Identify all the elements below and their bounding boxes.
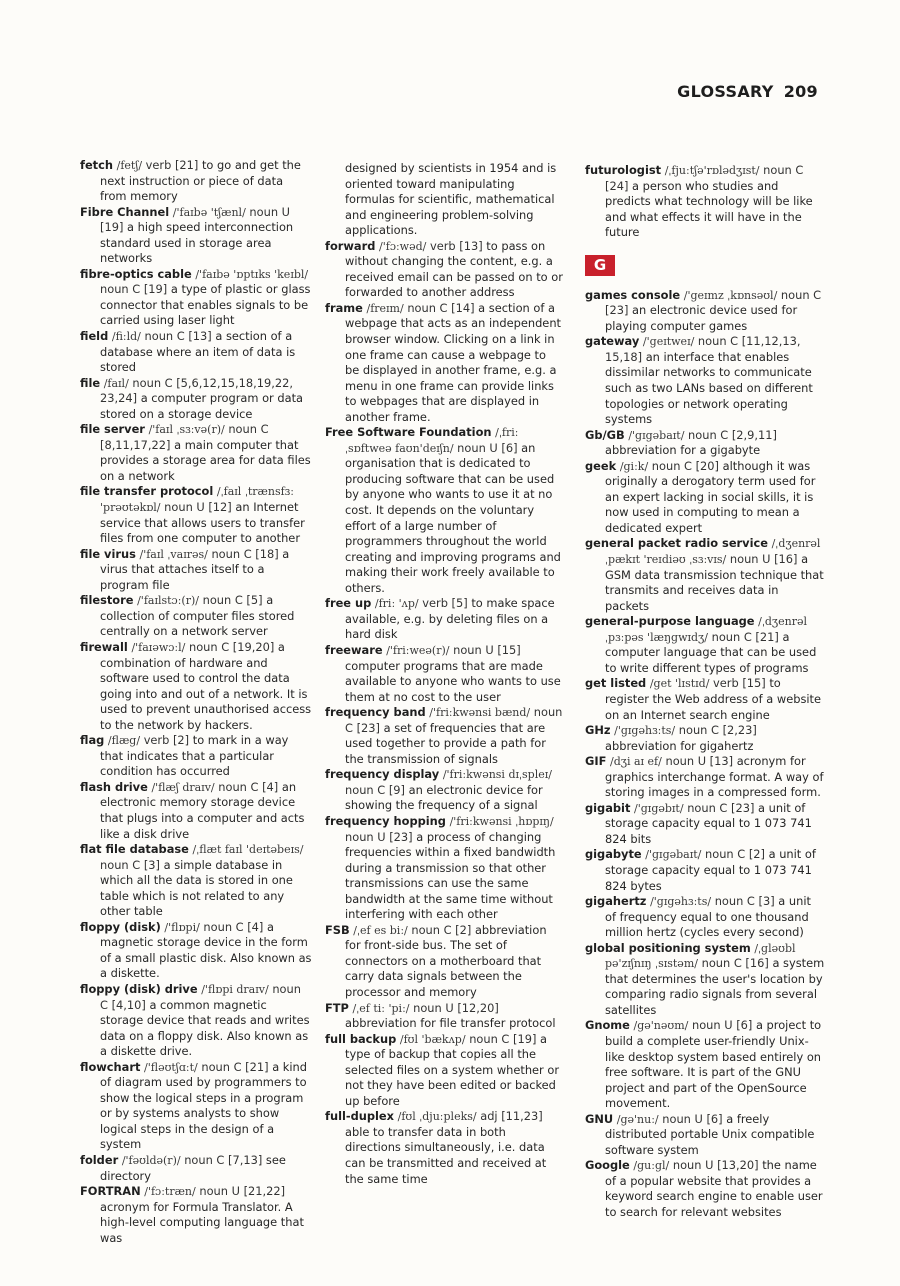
entry-term: file server	[80, 422, 145, 437]
continued-definition: designed by scientists in 1954 and is oriented toward manipulating formulas for scientific, mathematical and engineering problem-solving applications.	[345, 161, 557, 238]
entry-definition: a unit of storage capacity equal to 1 073 741 824 bits	[605, 800, 812, 846]
entry-pronunciation: /get 'lɪstɪd/	[649, 677, 710, 691]
entry-term: Gnome	[585, 1018, 630, 1033]
entry-definition: a person who studies and predicts what technology will be like and what effects it will have in the future	[605, 178, 813, 240]
entry-term: fibre-optics cable	[80, 266, 192, 281]
entry-grammar: noun C [7,13]	[184, 1153, 263, 1167]
entry-definition: a process of changing frequencies within a fixed bandwidth during a transmission so that other transmissions can use the same bandwidth at the same time without interfering with each other	[345, 829, 556, 922]
entry-pronunciation: /'faɪbə 'tʃænl/	[172, 205, 246, 219]
entry-term: full backup	[325, 1031, 397, 1046]
entry-term: FTP	[325, 1000, 349, 1015]
entry-term: Free Software Foundation	[325, 425, 492, 440]
entry-definition: an Internet service that allows users to transfer files from one computer to another	[100, 500, 305, 546]
glossary-entry	[325, 425, 563, 596]
glossary-entry	[325, 1032, 563, 1110]
glossary-entry	[585, 536, 825, 614]
glossary-entry	[80, 158, 312, 205]
entry-pronunciation: /'gɪgəbaɪt/	[628, 428, 685, 442]
entry-definition: a computer language that can be used to write different types of programs	[605, 629, 817, 675]
glossary-entry	[80, 780, 312, 842]
entry-pronunciation: /'friːkwənsi ˌhɒpɪŋ/	[449, 814, 554, 828]
entry-definition: an electronic device used for playing computer games	[605, 303, 798, 333]
entry-pronunciation: /ˌdʒenrəl ˌpɜːpəs 'læŋgwɪdʒ/	[605, 615, 808, 644]
glossary-entry	[80, 329, 312, 376]
entry-grammar: verb [15]	[713, 676, 766, 691]
entry-definition: a unit of frequency equal to one thousand million hertz (cycles every second)	[605, 894, 811, 940]
entry-definition: the name of a popular website that provides a keyword search engine to enable user to search for relevant websites	[605, 1158, 823, 1219]
entry-term: filestore	[80, 593, 134, 608]
entry-term: futurologist	[585, 163, 662, 177]
entry-pronunciation: /ˌflæt faɪl 'deɪtəbeɪs/	[192, 843, 304, 857]
entry-grammar: noun C [19]	[469, 1031, 537, 1046]
entry-pronunciation: /'faɪbə 'ɒptɪks 'keɪbl/	[195, 267, 309, 281]
entry-grammar: noun C [5]	[202, 593, 263, 608]
glossary-entry	[80, 267, 312, 329]
entry-pronunciation: /gə'nəʊm/	[633, 1019, 689, 1033]
entry-pronunciation: /'gɪgəhɜːts/	[614, 724, 676, 738]
entry-grammar: verb [21]	[145, 158, 199, 172]
entry-term: gateway	[585, 334, 640, 349]
entry-term: frame	[325, 300, 363, 315]
glossary-entry	[80, 982, 312, 1060]
entry-pronunciation: /'flɒpi/	[164, 920, 200, 934]
entry-pronunciation: /'geɪtweɪ/	[642, 335, 695, 349]
entry-term: GIF	[585, 754, 607, 769]
glossary-entry	[585, 459, 825, 537]
entry-grammar: noun C [13]	[144, 329, 212, 344]
entry-grammar: noun U [19]	[100, 204, 291, 235]
entry-grammar: noun U [6]	[457, 440, 518, 455]
glossary-entry	[325, 596, 563, 643]
entry-term: frequency display	[325, 767, 440, 782]
entry-definition: a type of plastic or glass connector that enables signals to be carried using laser light	[100, 282, 311, 328]
glossary-entry	[80, 1060, 312, 1153]
entry-term: geek	[585, 458, 617, 473]
entry-term: Fibre Channel	[80, 204, 170, 219]
entry-pronunciation: /'geɪmz ˌkɒnsəʊl/	[683, 288, 778, 302]
entry-grammar: noun C [3]	[100, 857, 160, 872]
glossary-entry	[585, 163, 825, 241]
glossary-entry	[325, 1109, 563, 1187]
entry-pronunciation: /'gɪgəhɜːts/	[650, 895, 712, 909]
entry-pronunciation: /ˌdʒenrəl ˌpækɪt 'reɪdiəʊ ˌsɜːvɪs/	[605, 537, 821, 567]
entry-term: fetch	[80, 158, 113, 172]
entry-pronunciation: /freɪm/	[366, 301, 404, 315]
entry-pronunciation: /'fəʊldə(r)/	[121, 1154, 181, 1167]
entry-grammar: noun C [4]	[203, 919, 264, 934]
entry-definition: abbreviation for file transfer protocol	[345, 1016, 556, 1031]
glossary-entry	[585, 676, 825, 723]
glossary-entry	[80, 1153, 312, 1184]
glossary-entry	[80, 920, 312, 982]
glossary-entry	[585, 723, 825, 754]
glossary-entry	[80, 640, 312, 733]
entry-definition: a freely distributed portable Unix compatible software system	[605, 1111, 815, 1157]
entry-grammar: noun C [2]	[411, 922, 472, 937]
entry-term: flash drive	[80, 779, 148, 794]
entry-pronunciation: /giːk/	[619, 459, 649, 473]
page-number: 209	[783, 82, 818, 101]
entry-pronunciation: /ˌfjuːtʃə'rɒlədʒɪst/	[664, 164, 760, 177]
entry-grammar: noun C [19,20]	[188, 639, 275, 654]
entry-term: field	[80, 329, 109, 344]
entry-pronunciation: /fetʃ/	[116, 159, 143, 172]
glossary-entry	[80, 376, 312, 423]
entry-term: firewall	[80, 639, 128, 654]
glossary-entry	[80, 733, 312, 780]
entry-grammar: noun C [18]	[211, 546, 279, 561]
entry-definition: computer programs that are made available to anyone who wants to use them at no cost to the user	[345, 658, 561, 704]
entry-definition: a common magnetic storage device that reads and writes data on a floppy disk. Also known as a diskette drive.	[100, 997, 310, 1059]
entry-pronunciation: /faɪl/	[103, 376, 129, 390]
entry-pronunciation: /guːgl/	[633, 1159, 670, 1173]
entry-grammar: noun C [5,6,12,15,18,19,22, 23,24]	[100, 375, 293, 406]
entry-term: folder	[80, 1153, 119, 1167]
entry-definition: to mark in a way that indicates that a particular condition has occurred	[100, 733, 289, 779]
entry-grammar: verb [5]	[422, 596, 468, 611]
entry-pronunciation: /friː 'ʌp/	[374, 597, 419, 611]
entry-pronunciation: /flæg/	[107, 734, 141, 748]
entry-term: file transfer protocol	[80, 484, 214, 499]
entry-term: full-duplex	[325, 1109, 394, 1124]
glossary-entry	[585, 894, 825, 941]
entry-term: gigabyte	[585, 847, 642, 862]
entry-term: free up	[325, 596, 372, 611]
entry-definition: a project to build a complete user-friendly Unix-like desktop system based entirely on free software. It is part of the GNU project and part of the OpenSource movement.	[605, 1018, 822, 1111]
entry-definition: acronym for graphics interchange format. A way of storing images in a compressed form.	[605, 754, 824, 800]
entry-term: flowchart	[80, 1059, 141, 1074]
entry-definition: abbreviation for a gigabyte	[605, 443, 761, 458]
entry-pronunciation: /'flɒpi draɪv/	[201, 982, 269, 996]
glossary-column-3	[585, 163, 825, 1221]
entry-term: Google	[585, 1158, 630, 1173]
entry-pronunciation: /ˌfriː ˌsɒftweə faʊn'deɪʃn/	[345, 426, 519, 455]
glossary-entry	[80, 842, 312, 920]
entry-term: gigahertz	[585, 894, 647, 909]
entry-pronunciation: /'friːkwənsi dɪˌspleɪ/	[442, 768, 552, 782]
entry-definition: to go and get the next instruction or piece of data from memory	[100, 158, 301, 204]
glossary-entry	[585, 801, 825, 848]
entry-definition: an interface that enables dissimilar networks to communicate such as two LANs based on different topologies or network operating systems	[605, 349, 813, 427]
glossary-column-2	[325, 161, 563, 1187]
entry-grammar: noun C [8,11,17,22]	[100, 422, 269, 452]
entry-definition: acronym for Formula Translator. A high-level computing language that was	[100, 1199, 304, 1245]
entry-grammar: verb [2]	[143, 733, 190, 748]
entry-pronunciation: /'friːweə(r)/	[386, 643, 450, 657]
entry-grammar: noun C [16]	[701, 956, 769, 971]
entry-grammar: noun C [21]	[711, 629, 779, 644]
entry-definition: an electronic device for showing the frequency of a signal	[345, 782, 543, 813]
entry-term: get listed	[585, 676, 647, 691]
entry-term: Gb/GB	[585, 427, 625, 442]
entry-grammar: verb [13]	[429, 238, 483, 253]
entry-grammar: noun C [2,23]	[678, 723, 757, 738]
entry-definition: see directory	[100, 1153, 286, 1183]
glossary-entry	[325, 814, 563, 923]
entry-grammar: noun C [4,10]	[100, 981, 301, 1012]
entry-term: FORTRAN	[80, 1184, 141, 1199]
entry-grammar: noun C [11,12,13, 15,18]	[605, 334, 801, 364]
entry-pronunciation: /'faɪl ˌsɜːvə(r)/	[148, 423, 225, 437]
entry-definition: a kind of diagram used by programmers to show the logical steps in a program or by systems analysts to show logical steps in the design of a system	[100, 1059, 307, 1152]
glossary-entry	[80, 1184, 312, 1246]
entry-grammar: noun U [12,20]	[413, 1000, 499, 1015]
entry-term: general-purpose language	[585, 614, 755, 629]
entry-definition: a set of frequencies that are used together to provide a path for the transmission of signals	[345, 720, 546, 766]
page-header	[677, 82, 818, 101]
entry-pronunciation: /fiːld/	[111, 330, 141, 344]
entry-grammar: noun C [2]	[705, 847, 765, 862]
entry-grammar: noun C [23]	[687, 800, 755, 815]
glossary-entry	[325, 239, 563, 301]
entry-definition: a section of a webpage that acts as an independent browser window. Clicking on a link in one frame can cause a webpage to be displayed in another frame, e.g. a menu in one frame can provide links to webpages that are displayed in another frame.	[345, 300, 561, 424]
entry-grammar: noun U [13,20]	[672, 1158, 759, 1173]
entry-term: flat file database	[80, 842, 189, 857]
glossary-entry	[80, 422, 312, 484]
entry-grammar: noun C [21]	[201, 1059, 269, 1074]
glossary-entry	[585, 288, 825, 335]
entry-grammar: noun C [23]	[605, 287, 822, 318]
entry-pronunciation: /gə'nuː/	[616, 1112, 659, 1126]
glossary-entry	[325, 923, 563, 1001]
entry-term: frequency hopping	[325, 813, 446, 828]
entry-term: freeware	[325, 642, 383, 657]
entry-definition: to pass on without changing the content, e.g. a received email can be passed on to or forwarded to another address	[345, 238, 563, 300]
entry-term: flag	[80, 733, 105, 748]
entry-pronunciation: /dʒi aɪ ef/	[610, 755, 662, 769]
entry-definition: a system that determines the user's location by comparing radio signals from several satellites	[605, 956, 825, 1017]
glossary-entry	[585, 847, 825, 894]
glossary-title: GLOSSARY	[677, 82, 774, 101]
entry-grammar: noun U [13]	[665, 754, 734, 769]
entry-pronunciation: /'gɪgəbɪt/	[634, 801, 684, 815]
glossary-entry	[325, 767, 563, 814]
entry-definition: a magnetic storage device in the form of a small plastic disk. Also known as a diskette.	[100, 919, 312, 981]
entry-definition: a collection of computer files stored centrally on a network server	[100, 593, 295, 639]
entry-definition: to make space available, e.g. by deleting files on a hard disk	[345, 596, 555, 642]
entry-definition: a virus that attaches itself to a program file	[100, 546, 290, 592]
entry-term: GHz	[585, 723, 611, 738]
entry-pronunciation: /fʊl ˌdjuːpleks/	[397, 1110, 477, 1124]
glossary-entry	[325, 1001, 563, 1032]
glossary-entry	[585, 334, 825, 427]
entry-grammar: adj [11,23]	[480, 1109, 543, 1124]
entry-definition: an organisation that is dedicated to producing software that can be used by anyone who wants to use it at no cost. It depends on the voluntary effort of a large number of programmers throughout the world creating and improving programs and making their work freely available to others.	[345, 440, 561, 595]
entry-grammar: noun C [24]	[605, 163, 804, 193]
entry-grammar: noun C [23]	[345, 705, 563, 735]
entry-grammar: noun C [4]	[218, 779, 279, 794]
entry-definition: an electronic memory storage device that plugs into a computer and acts like a disk drive	[100, 779, 305, 841]
glossary-entry	[585, 428, 825, 459]
entry-term: GNU	[585, 1111, 614, 1126]
entry-term: gigabit	[585, 800, 631, 815]
entry-term: file	[80, 375, 101, 390]
glossary-entry	[585, 614, 825, 676]
entry-definition: able to transfer data in both directions simultaneously, i.e. data can be transmitted and received at the same time	[345, 1124, 547, 1186]
entry-definition: abbreviation for gigahertz	[605, 738, 754, 753]
entry-pronunciation: /'fɔːwəd/	[379, 239, 427, 253]
entry-definition: a type of backup that copies all the selected files on a system whether or not they have been edited or backed up before	[345, 1031, 560, 1108]
entry-pronunciation: /'faɪl ˌvaɪrəs/	[139, 547, 208, 561]
entry-definition: to register the Web address of a website on an Internet search engine	[605, 676, 822, 722]
entry-pronunciation: /ˌef es biː/	[353, 923, 408, 937]
entry-term: forward	[325, 238, 376, 253]
entry-grammar: noun U [16]	[729, 552, 798, 567]
entry-term: floppy (disk) drive	[80, 981, 198, 996]
glossary-entry	[325, 301, 563, 425]
entry-pronunciation: /ˌgləʊbl pə'zɪʃnɪŋ ˌsɪstəm/	[605, 941, 796, 971]
entry-pronunciation: /'fləʊtʃɑːt/	[144, 1060, 198, 1074]
entry-term: global positioning system	[585, 940, 751, 955]
entry-pronunciation: /fʊl 'bækʌp/	[399, 1032, 466, 1046]
entry-pronunciation: /'faɪlstɔː(r)/	[137, 594, 199, 608]
entry-definition: a combination of hardware and software used to control the data going into and out of a network. It is used to prevent unauthorised access to the network by hackers.	[100, 639, 312, 732]
glossary-entry	[585, 941, 825, 1019]
entry-pronunciation: /'faɪəwɔːl/	[131, 640, 186, 654]
entry-definition: a high speed interconnection standard used in storage area networks	[100, 220, 294, 266]
entry-term: floppy (disk)	[80, 919, 161, 934]
entry-definition: a unit of storage capacity equal to 1 073 741 824 bytes	[605, 847, 816, 893]
entry-grammar: noun C [19]	[100, 282, 168, 297]
entry-definition: a computer program or data stored on a storage device	[100, 391, 304, 421]
glossary-entry	[80, 484, 312, 546]
glossary-entry	[585, 1158, 825, 1220]
entry-grammar: noun U [15]	[453, 642, 521, 657]
entry-pronunciation: /'gɪgəbaɪt/	[645, 848, 702, 862]
entry-term: general packet radio service	[585, 536, 768, 551]
entry-pronunciation: /'fɔːtræn/	[144, 1185, 196, 1199]
glossary-entry	[585, 1018, 825, 1111]
glossary-column-1	[80, 158, 312, 1246]
entry-grammar: noun U [6]	[691, 1018, 753, 1033]
entry-definition: a simple database in which all the data is stored in one table which is not related to any other table	[100, 857, 293, 919]
entry-definition: although it was originally a derogatory term used for an expert lacking in social skills, it is now used in computing to mean a dedicated expert	[605, 458, 816, 535]
entry-definition: a main computer that provides a storage area for data files on a network	[100, 437, 311, 483]
entry-pronunciation: /'friːkwənsi bænd/	[429, 706, 531, 720]
glossary-entry	[325, 643, 563, 705]
entry-definition: a GSM data transmission technique that transmits and receives data in packets	[605, 552, 824, 613]
entry-pronunciation: /ˌfaɪl ˌtrænsfɜː 'prəʊtəkɒl/	[100, 485, 294, 515]
entry-grammar: noun C [14]	[407, 300, 475, 315]
entry-grammar: noun U [21,22]	[199, 1184, 286, 1199]
entry-grammar: noun U [6]	[662, 1111, 723, 1126]
entry-definition: abbreviation for front-side bus. The set of connectors on a motherboard that carry data signals between the processor and memory	[345, 922, 547, 999]
entry-term: file virus	[80, 546, 136, 561]
entry-grammar: noun C [9]	[345, 782, 405, 797]
entry-grammar: noun C [20]	[651, 458, 719, 473]
entry-grammar: noun C [3]	[714, 894, 775, 909]
entry-definition: a section of a database where an item of data is stored	[100, 329, 296, 375]
entry-term: FSB	[325, 922, 350, 937]
glossary-entry	[80, 547, 312, 594]
glossary-entry	[585, 754, 825, 801]
glossary-entry	[585, 1112, 825, 1159]
section-letter-badge: G	[585, 255, 615, 276]
glossary-entry	[80, 593, 312, 640]
glossary-entry	[80, 205, 312, 267]
entry-pronunciation: /ˌef tiː 'piː/	[352, 1001, 410, 1015]
entry-grammar: noun U [12]	[164, 500, 232, 515]
entry-grammar: noun C [2,9,11]	[688, 427, 777, 442]
glossary-entry	[325, 705, 563, 767]
entry-term: frequency band	[325, 705, 426, 720]
entry-pronunciation: /'flæʃ draɪv/	[151, 780, 215, 794]
entry-grammar: noun U [23]	[345, 829, 413, 844]
entry-term: games console	[585, 287, 681, 302]
